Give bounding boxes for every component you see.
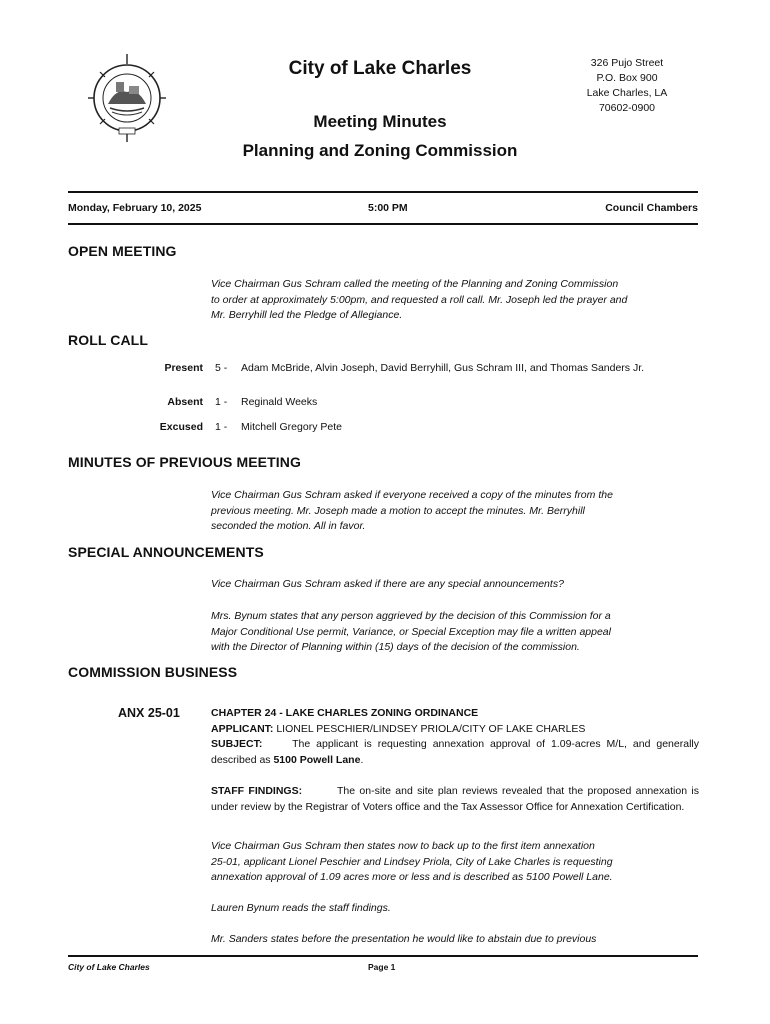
roll-call-count-absent: 1 - bbox=[215, 396, 228, 408]
org-name: City of Lake Charles bbox=[288, 58, 472, 79]
staff-findings-read-text: Lauren Bynum reads the staff findings. bbox=[211, 902, 391, 914]
subject-paragraph bbox=[211, 737, 699, 768]
narrative-text bbox=[211, 839, 699, 886]
address-line: 326 Pujo Street bbox=[590, 57, 664, 69]
footer-divider bbox=[68, 955, 698, 957]
section-heading-minutes: MINUTES OF PREVIOUS MEETING bbox=[68, 454, 301, 470]
section-heading-announcements: SPECIAL ANNOUNCEMENTS bbox=[68, 544, 264, 560]
roll-call-count-excused: 1 - bbox=[215, 421, 228, 433]
committee-name: Planning and Zoning Commission bbox=[242, 141, 518, 160]
roll-call-count-present: 5 - bbox=[215, 362, 228, 374]
meeting-date: Monday, February 10, 2025 bbox=[68, 202, 202, 214]
address-line: P.O. Box 900 bbox=[596, 72, 658, 84]
announcements-appeal-text bbox=[211, 609, 699, 656]
agenda-item-details bbox=[211, 706, 699, 768]
text-line: Vice Chairman Gus Schram called the meeting of the Planning and Zoning Commission bbox=[211, 278, 619, 290]
subject-end: . bbox=[360, 753, 364, 766]
text-line: to order at approximately 5:00pm, and requested a roll call. Mr. Joseph led the prayer and bbox=[211, 293, 628, 306]
roll-call-names-excused: Mitchell Gregory Pete bbox=[241, 421, 342, 433]
address-block bbox=[572, 56, 682, 116]
subject-address: 5100 Powell Lane bbox=[273, 753, 361, 766]
roll-call-label-excused: Excused bbox=[159, 421, 203, 433]
meeting-time: 5:00 PM bbox=[368, 202, 408, 214]
applicant-label: APPLICANT: bbox=[211, 722, 274, 735]
text-line: 25-01, applicant Lionel Peschier and Lindsey Priola, City of Lake Charles is requesting bbox=[211, 855, 613, 868]
staff-findings-label: STAFF FINDINGS: bbox=[211, 785, 303, 797]
text-line: seconded the motion. All in favor. bbox=[211, 520, 366, 532]
meeting-location: Council Chambers bbox=[605, 202, 698, 214]
doc-title: Meeting Minutes bbox=[313, 112, 447, 131]
chapter-title: CHAPTER 24 - LAKE CHARLES ZONING ORDINANCE bbox=[211, 707, 479, 719]
staff-findings-paragraph bbox=[211, 784, 699, 815]
announcements-question: Vice Chairman Gus Schram asked if there are any special announcements? bbox=[211, 578, 564, 590]
roll-call-label-present: Present bbox=[164, 362, 203, 374]
address-line: 70602-0900 bbox=[598, 102, 656, 114]
divider bbox=[68, 223, 698, 225]
text-line: Major Conditional Use permit, Variance, or Special Exception may file a written appeal bbox=[211, 625, 611, 638]
text-line: previous meeting. Mr. Joseph made a motion to accept the minutes. Mr. Berryhill bbox=[211, 504, 585, 517]
section-heading-business: COMMISSION BUSINESS bbox=[68, 664, 238, 680]
staff-findings-text: The on-site and site plan reviews revealed that the proposed annexation is under review by the Registrar of Voters office and the Tax Assessor Office for Annexation Certification. bbox=[211, 785, 699, 813]
text-line: Mrs. Bynum states that any person aggrieved by the decision of this Commission for a bbox=[211, 610, 611, 622]
text-line: Vice Chairman Gus Schram then states now to back up to the first item annexation bbox=[211, 840, 595, 852]
text-line: Mr. Berryhill led the Pledge of Allegiance. bbox=[211, 309, 403, 321]
subject-text: The applicant is requesting annexation approval of 1.09-acres M/L, and generally described as bbox=[211, 738, 699, 766]
sanders-abstain-text: Mr. Sanders states before the presentation he would like to abstain due to previous bbox=[211, 933, 597, 945]
open-meeting-text bbox=[211, 277, 699, 324]
subject-label: SUBJECT: bbox=[211, 738, 263, 750]
applicant-line bbox=[211, 722, 699, 738]
text-line: annexation approval of 1.09 acres more or less and is described as 5100 Powell Lane. bbox=[211, 871, 613, 883]
section-heading-roll-call: ROLL CALL bbox=[68, 332, 148, 348]
roll-call-label-absent: Absent bbox=[167, 396, 203, 408]
minutes-text bbox=[211, 488, 699, 535]
roll-call-names-absent: Reginald Weeks bbox=[241, 396, 318, 408]
text-line: Vice Chairman Gus Schram asked if everyone received a copy of the minutes from the bbox=[211, 489, 613, 501]
city-seal-icon bbox=[86, 52, 168, 144]
divider bbox=[68, 191, 698, 193]
footer-page-number: Page 1 bbox=[368, 962, 396, 972]
agenda-item-number: ANX 25-01 bbox=[118, 706, 180, 720]
footer-org: City of Lake Charles bbox=[68, 962, 150, 972]
applicant-value: LIONEL PESCHIER/LINDSEY PRIOLA/CITY OF LAKE CHARLES bbox=[276, 722, 586, 735]
section-heading-open-meeting: OPEN MEETING bbox=[68, 243, 177, 259]
text-line: with the Director of Planning within (15) days of the decision of the commission. bbox=[211, 641, 580, 653]
roll-call-names-present: Adam McBride, Alvin Joseph, David Berryhill, Gus Schram III, and Thomas Sanders Jr. bbox=[241, 362, 645, 374]
address-line: Lake Charles, LA bbox=[586, 87, 668, 99]
